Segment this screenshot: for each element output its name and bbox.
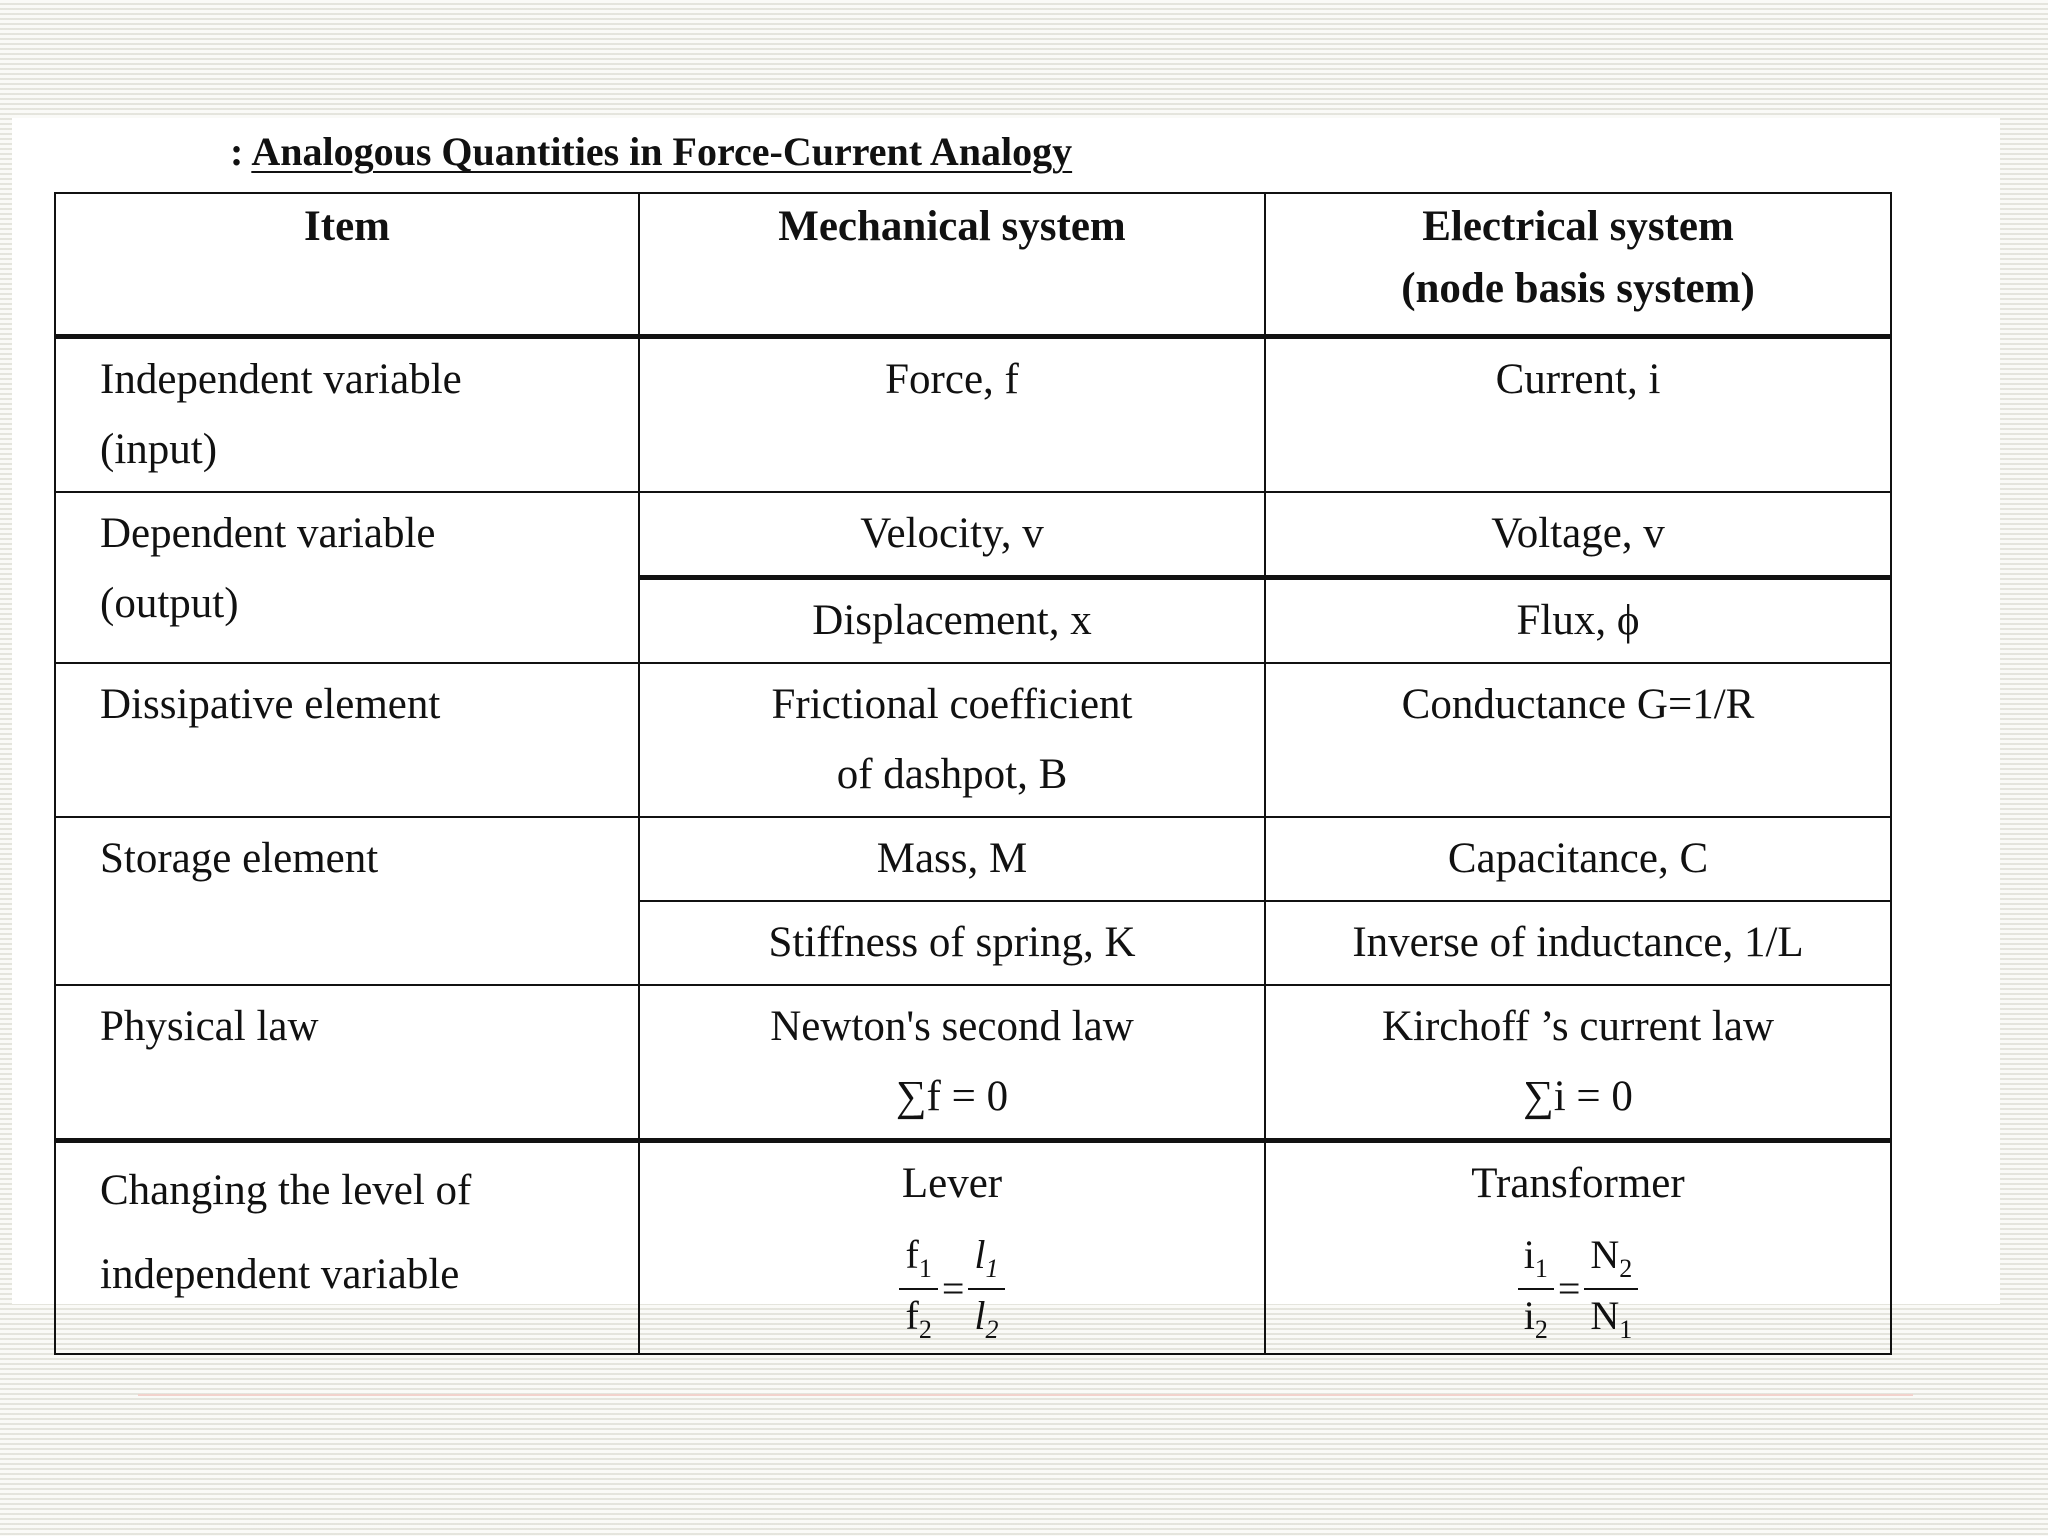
header-mechanical	[639, 193, 1265, 337]
lever-lhs-numerator	[899, 1233, 937, 1284]
cell-level-electrical	[1265, 1141, 1891, 1355]
transformer-ratio-formula	[1518, 1233, 1639, 1345]
analogy-table	[54, 192, 1892, 1355]
lever-lhs-fraction	[899, 1233, 937, 1345]
table-title	[230, 128, 1072, 176]
level-item-line2: independent variable	[100, 1251, 460, 1298]
level-electrical-name: Transformer	[1471, 1160, 1685, 1207]
table-title-lead: :	[230, 129, 244, 174]
transformer-lhs-numerator	[1518, 1233, 1554, 1284]
header-mechanical-label: Mechanical system	[778, 203, 1126, 250]
transformer-equals: =	[1557, 1266, 1581, 1311]
storage-mechanical-a-text: Mass, M	[876, 835, 1028, 882]
law-electrical-line1: Kirchoff ’s current law	[1381, 1003, 1775, 1050]
table-row-level	[55, 1141, 1891, 1355]
law-mechanical-line1: Newton's second law	[770, 1003, 1134, 1050]
transformer-lhs-den-sub: 2	[1534, 1315, 1548, 1344]
transformer-rhs-denominator	[1584, 1294, 1638, 1345]
footer-divider	[138, 1394, 1913, 1396]
cell-storage-mechanical-a	[639, 817, 1265, 901]
table-row-law	[55, 985, 1891, 1141]
storage-item-text: Storage element	[100, 835, 379, 882]
cell-storage-electrical-b	[1265, 901, 1891, 985]
fraction-bar	[968, 1288, 1004, 1290]
table-row-storage-a	[55, 817, 1891, 901]
dependent-item-line2: (output)	[100, 580, 239, 627]
dissipative-mechanical-line1: Frictional coefficient	[771, 681, 1133, 728]
dissipative-item-text: Dissipative element	[100, 681, 441, 728]
law-electrical-line2: ∑i = 0	[1523, 1073, 1633, 1120]
cell-dissipative-mechanical	[639, 663, 1265, 817]
storage-electrical-b-text: Inverse of inductance, 1/L	[1352, 919, 1804, 966]
storage-electrical-a-text: Capacitance, C	[1447, 835, 1709, 882]
level-item-line1: Changing the level of	[100, 1167, 472, 1214]
cell-dissipative-item	[55, 663, 639, 817]
dependent-electrical-b-text: Flux, ϕ	[1516, 597, 1640, 644]
lever-ratio-formula	[899, 1233, 1004, 1345]
lever-lhs-den-base: f	[905, 1293, 919, 1338]
table-row-dependent-a	[55, 492, 1891, 578]
header-electrical-line2: (node basis system)	[1401, 265, 1755, 312]
table-title-text: Analogous Quantities in Force-Current Analogy	[251, 129, 1073, 174]
dissipative-electrical-text: Conductance G=1/R	[1401, 681, 1755, 728]
lever-lhs-denominator	[899, 1294, 937, 1345]
dependent-mechanical-a-text: Velocity, v	[860, 510, 1044, 557]
law-mechanical-line2: ∑f = 0	[895, 1073, 1009, 1120]
fraction-bar	[1518, 1288, 1554, 1290]
cell-level-item	[55, 1141, 639, 1355]
cell-law-electrical	[1265, 985, 1891, 1141]
cell-independent-item	[55, 337, 639, 493]
fraction-bar	[899, 1288, 937, 1290]
table-row-independent	[55, 337, 1891, 493]
level-mechanical-name: Lever	[901, 1160, 1003, 1207]
header-item-label: Item	[304, 203, 390, 250]
header-electrical	[1265, 193, 1891, 337]
independent-mechanical-text: Force, f	[885, 356, 1019, 403]
lever-rhs-num-sub: 1	[985, 1254, 999, 1283]
lever-equals: =	[941, 1266, 965, 1311]
cell-dependent-electrical-a	[1265, 492, 1891, 578]
cell-independent-mechanical	[639, 337, 1265, 493]
transformer-lhs-denominator	[1518, 1294, 1554, 1345]
transformer-lhs-num-sub: 1	[1534, 1254, 1548, 1283]
transformer-lhs-fraction	[1518, 1233, 1554, 1345]
lever-lhs-den-sub: 2	[918, 1315, 932, 1344]
independent-item-line1: Independent variable	[100, 356, 462, 403]
transformer-rhs-fraction	[1584, 1233, 1638, 1345]
lever-rhs-fraction	[968, 1233, 1004, 1345]
lever-rhs-denominator	[968, 1294, 1004, 1345]
lever-rhs-den-sub: 2	[985, 1315, 999, 1344]
dependent-item-line1: Dependent variable	[100, 510, 436, 557]
transformer-rhs-den-base: N	[1590, 1293, 1620, 1338]
cell-dependent-mechanical-b	[639, 578, 1265, 664]
transformer-rhs-num-base: N	[1590, 1232, 1620, 1277]
independent-item-line2: (input)	[100, 426, 218, 473]
storage-mechanical-b-text: Stiffness of spring, K	[768, 919, 1136, 966]
transformer-lhs-num-base: i	[1523, 1232, 1535, 1277]
lever-lhs-num-base: f	[905, 1232, 919, 1277]
cell-dependent-electrical-b	[1265, 578, 1891, 664]
cell-storage-mechanical-b	[639, 901, 1265, 985]
cell-storage-electrical-a	[1265, 817, 1891, 901]
fraction-bar	[1584, 1288, 1638, 1290]
dependent-mechanical-b-text: Displacement, x	[812, 597, 1092, 644]
header-electrical-line1: Electrical system	[1422, 203, 1734, 250]
header-item	[55, 193, 639, 337]
lever-rhs-num-base: l	[974, 1232, 986, 1277]
table-row-dissipative	[55, 663, 1891, 817]
transformer-rhs-numerator	[1584, 1233, 1638, 1284]
lever-rhs-numerator	[968, 1233, 1004, 1284]
cell-level-mechanical	[639, 1141, 1265, 1355]
dependent-electrical-a-text: Voltage, v	[1491, 510, 1665, 557]
lever-lhs-num-sub: 1	[918, 1254, 932, 1283]
cell-storage-item	[55, 817, 639, 985]
cell-dependent-item	[55, 492, 639, 663]
cell-law-item	[55, 985, 639, 1141]
lever-rhs-den-base: l	[974, 1293, 986, 1338]
header-row	[55, 193, 1891, 337]
independent-electrical-text: Current, i	[1495, 356, 1661, 403]
transformer-lhs-den-base: i	[1523, 1293, 1535, 1338]
cell-independent-electrical	[1265, 337, 1891, 493]
law-item-text: Physical law	[100, 1003, 319, 1050]
cell-law-mechanical	[639, 985, 1265, 1141]
cell-dissipative-electrical	[1265, 663, 1891, 817]
transformer-rhs-den-sub: 1	[1619, 1315, 1633, 1344]
cell-dependent-mechanical-a	[639, 492, 1265, 578]
transformer-rhs-num-sub: 2	[1619, 1254, 1633, 1283]
dissipative-mechanical-line2: of dashpot, B	[836, 751, 1068, 798]
